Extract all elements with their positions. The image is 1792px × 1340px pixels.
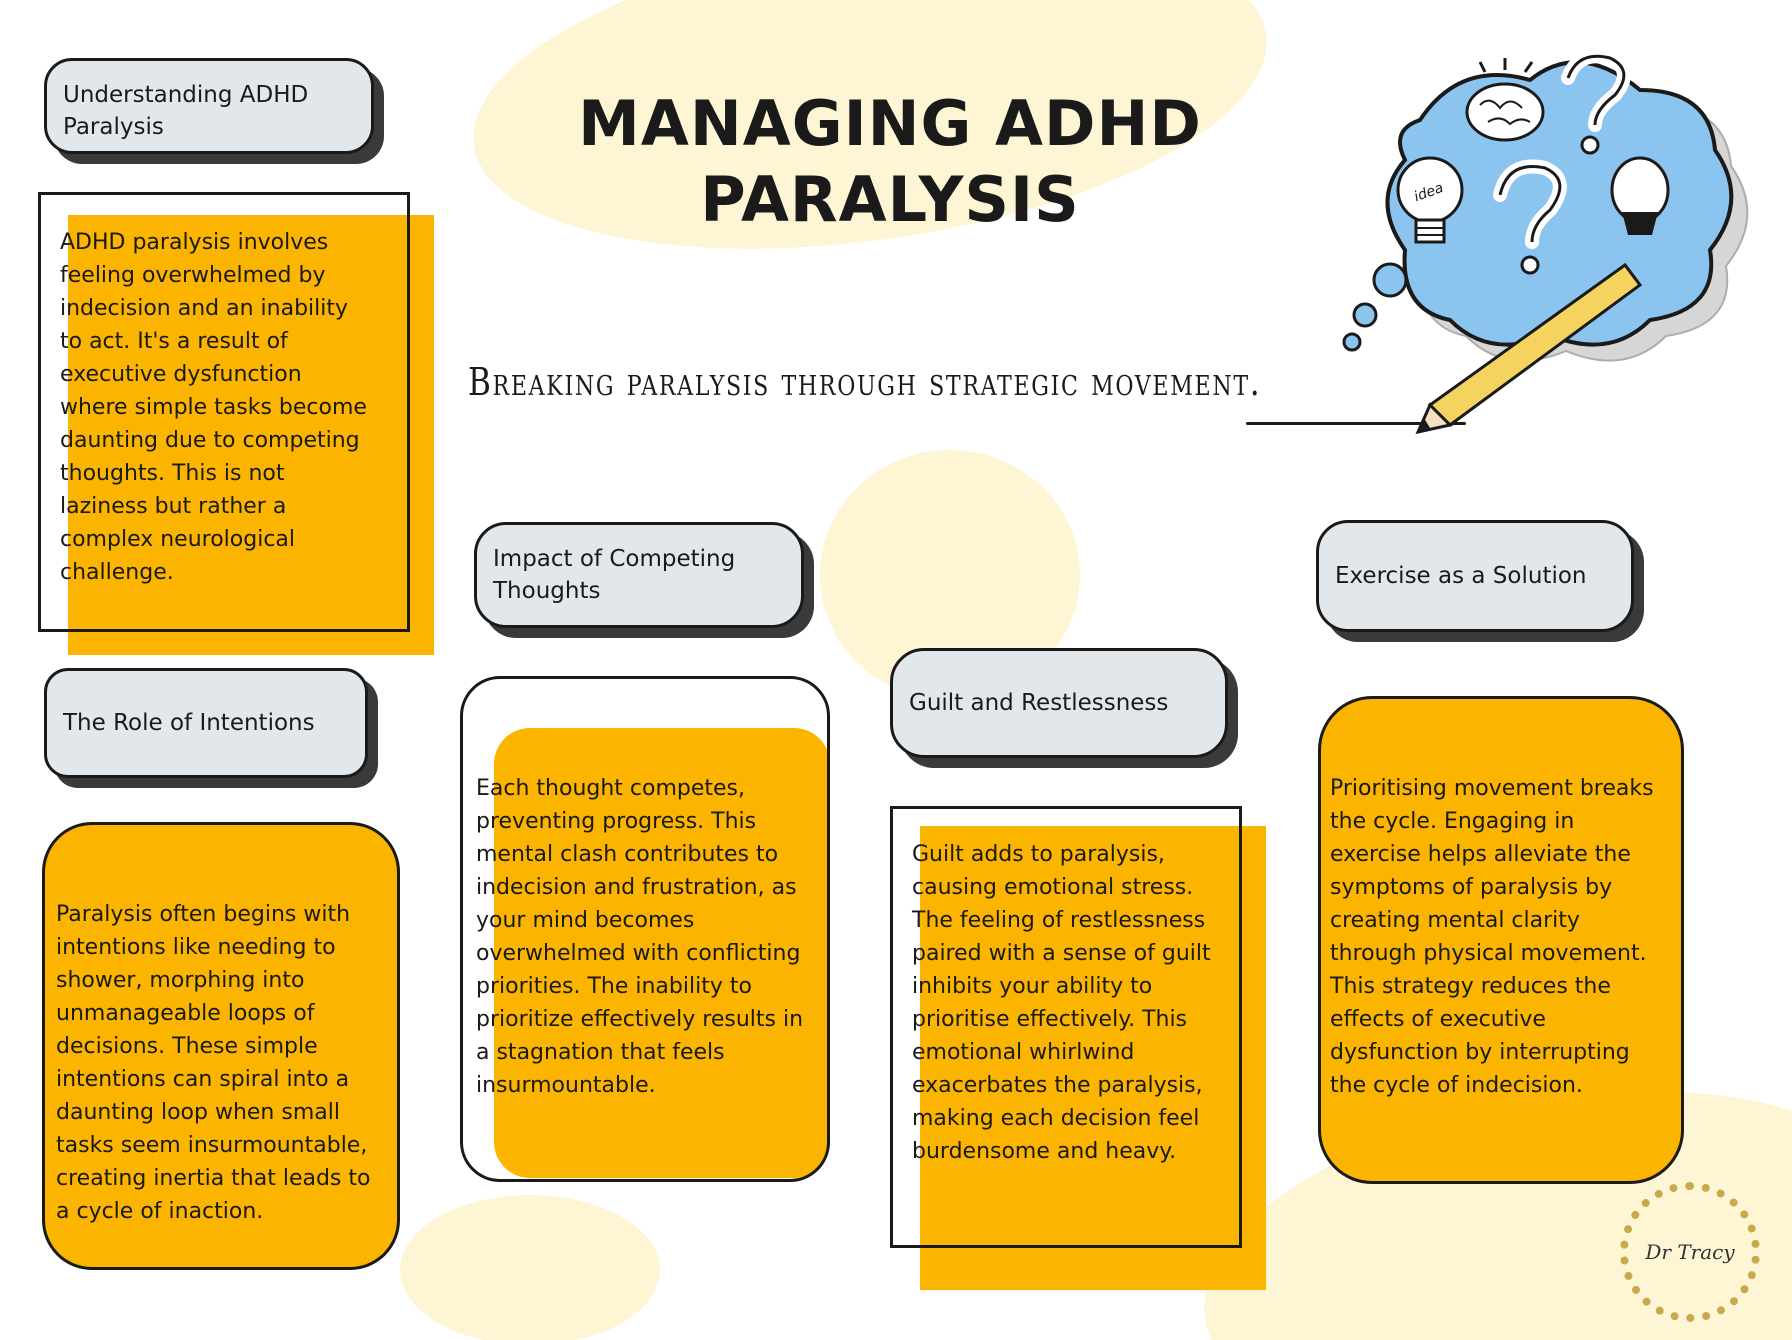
section-text-intentions: Paralysis often begins with intentions like needing to shower, morphing into unmanageable loops of decisions. These simple intentions can spiral into a daunting loop when small tasks seem insurmountable, creating inertia that leads to a cycle of inaction. — [56, 902, 371, 1224]
page-subtitle: Breaking paralysis through strategic movement. — [468, 360, 1262, 404]
heading-text: Exercise as a Solution — [1335, 563, 1587, 589]
section-heading-guilt — [890, 648, 1228, 758]
heading-text: Guilt and Restlessness — [909, 690, 1169, 716]
title-line-2: PARALYSIS — [700, 163, 1080, 236]
brain-icon — [1467, 58, 1543, 140]
section-text-guilt: Guilt adds to paralysis, causing emotional stress. The feeling of restlessness paired with a sense of guilt inhibits your ability to prioritise effectively. This emotional whirlwind exacerbates the paralysis, making each decision feel burdensome and heavy. — [912, 842, 1211, 1164]
section-text-understanding: ADHD paralysis involves feeling overwhelmed by indecision and an inability to act. It's a result of executive dysfunction where simple tasks become daunting due to competing thoughts. This is not laziness but rather a complex neurological challenge. — [60, 230, 367, 585]
author-logo — [1620, 1182, 1760, 1322]
title-line-1: MANAGING ADHD — [578, 87, 1202, 160]
heading-text: Impact of Competing Thoughts — [493, 546, 736, 604]
section-text-exercise: Prioritising movement breaks the cycle. Engaging in exercise helps alleviate the symptoms of paralysis by creating mental clarity through physical movement. This strategy reduces the effects of executive dysfunction by interrupting the cycle of indecision. — [1330, 776, 1654, 1098]
section-heading-exercise — [1316, 520, 1634, 632]
thought-cloud-icon — [1310, 30, 1760, 450]
page-title — [560, 86, 1220, 238]
background-blob-bottom-left — [400, 1195, 660, 1340]
section-text-competing: Each thought competes, preventing progress. This mental clash contributes to indecision and frustration, as your mind becomes overwhelmed with conflicting priorities. The inability to prioritize effectively results in a stagnation that feels insurmountable. — [476, 776, 804, 1098]
section-heading-competing — [474, 522, 804, 628]
heading-text: Understanding ADHD Paralysis — [63, 82, 309, 140]
thought-cloud-illustration — [1310, 30, 1760, 450]
section-heading-intentions — [44, 668, 368, 778]
bulb-label: idea — [1411, 179, 1446, 206]
logo-text: Dr Tracy — [1645, 1240, 1735, 1264]
heading-text: The Role of Intentions — [63, 710, 315, 736]
section-heading-understanding — [44, 58, 374, 154]
